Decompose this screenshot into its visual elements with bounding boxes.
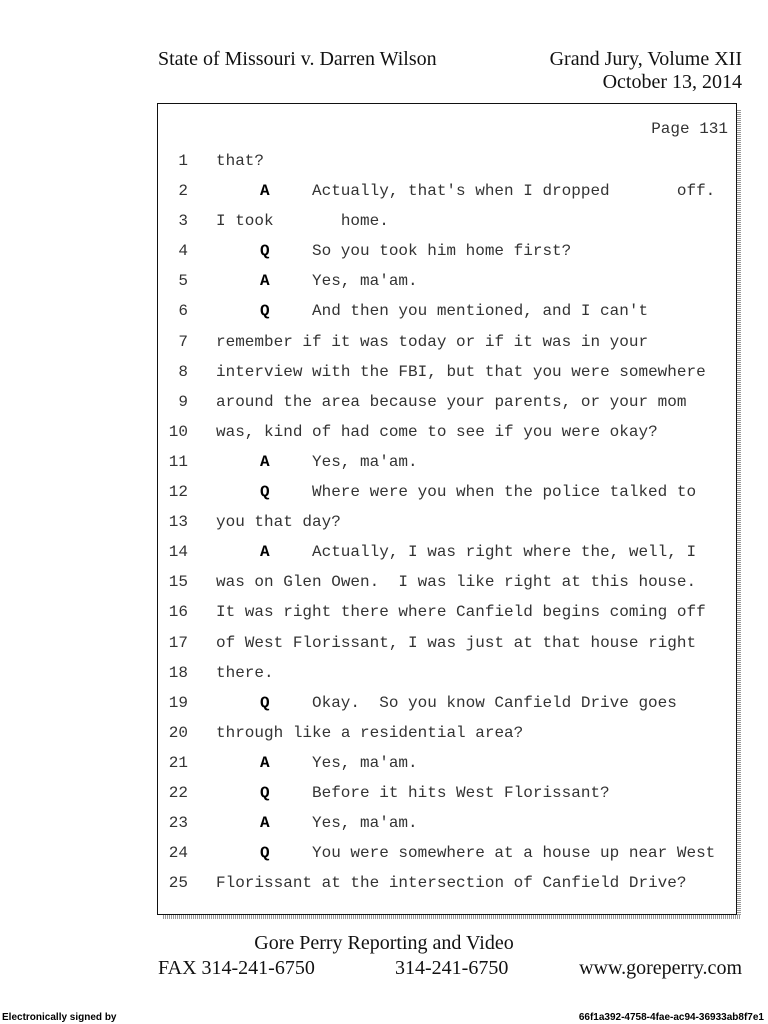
transcript-line [160,357,730,387]
line-text: was on Glen Owen. I was like right at this house. [216,573,697,592]
transcript-line [160,808,730,838]
line-text: that? [216,152,265,170]
line-number: 13 [168,513,188,532]
volume-and-date [550,48,742,94]
speaker-label: Q [260,844,270,863]
line-number: 1 [178,152,188,170]
transcript-line [160,477,730,507]
speaker-label: A [260,814,270,833]
speaker-label: Q [260,302,270,321]
website-link[interactable]: www.goreperry.com [579,957,742,979]
transcript-line [160,296,730,326]
line-text: Yes, ma'am. [312,753,418,772]
transcript-line [160,597,730,627]
line-number: 22 [168,783,188,802]
line-number: 6 [178,302,188,321]
frame-shadow-bottom [163,915,741,919]
signature-hash: 66f1a392-4758-4fae-ac94-36933ab8f7e1 [578,1012,764,1023]
line-number: 7 [178,332,188,351]
line-text: Yes, ma'am. [312,452,418,471]
speaker-label: A [260,182,270,201]
transcript-line [160,628,730,658]
transcript-line [160,387,730,417]
speaker-label: Q [260,483,270,502]
line-number: 14 [168,543,188,562]
line-text: was, kind of had come to see if you were okay? [216,422,658,441]
transcript-line [160,838,730,868]
line-number: 20 [168,723,188,742]
line-number: 25 [168,874,188,893]
line-text: of West Florissant, I was just at that house right [216,633,697,652]
line-number: 15 [168,573,188,592]
line-text: there. [216,663,274,682]
volume-label: Grand Jury, Volume XII [549,48,742,70]
transcript-line [160,236,730,266]
transcript-line [160,658,730,688]
line-text: remember if it was today or if it was in your [216,332,649,351]
transcript-line [160,748,730,778]
line-text: You were somewhere at a house up near West [312,844,716,863]
line-text: Before it hits West Florissant? [312,783,610,802]
speaker-label: Q [260,242,270,261]
transcript-line [160,266,730,296]
transcript-line [160,868,730,898]
speaker-label: A [260,272,270,291]
line-text: Yes, ma'am. [312,814,418,833]
line-number: 11 [168,452,188,471]
transcript-line [160,567,730,597]
line-text: through like a residential area? [216,723,524,742]
line-text: Actually, I was right where the, well, I [312,543,697,562]
speaker-label: A [260,452,270,471]
line-text: you that day? [216,513,341,532]
line-text: around the area because your parents, or your mom [216,392,687,411]
line-number: 18 [168,663,188,682]
line-number: 24 [168,844,188,863]
line-number: 16 [168,603,188,622]
transcript-lines [160,146,730,898]
line-number: 8 [178,362,188,381]
transcript-line [160,327,730,357]
line-number: 10 [168,422,188,441]
line-number: 17 [168,633,188,652]
signature-label: Electronically signed by [2,1012,117,1023]
transcript-line [160,718,730,748]
transcript-line [160,507,730,537]
line-number: 5 [178,272,188,291]
date-label: October 13, 2014 [602,71,742,93]
line-text: I took home. [216,212,389,231]
line-text: It was right there where Canfield begins coming off [216,603,706,622]
line-number: 23 [168,814,188,833]
transcript-line [160,176,730,206]
case-title: State of Missouri v. Darren Wilson [158,48,437,70]
speaker-label: A [260,543,270,562]
reporting-company: Gore Perry Reporting and Video [254,932,514,954]
transcript-line [160,447,730,477]
phone-number: 314-241-6750 [395,957,509,979]
line-text: Yes, ma'am. [312,272,418,291]
fax-number: FAX 314-241-6750 [158,957,315,979]
line-text: Where were you when the police talked to [312,483,697,502]
line-number: 12 [168,483,188,502]
line-text: Actually, that's when I dropped off. [312,182,716,201]
line-number: 4 [178,242,188,261]
transcript-line [160,778,730,808]
speaker-label: Q [260,693,270,712]
transcript-line [160,146,730,176]
speaker-label: Q [260,783,270,802]
page-number: Page 131 [651,120,728,138]
line-text: And then you mentioned, and I can't [312,302,649,321]
transcript-line [160,688,730,718]
line-text: Florissant at the intersection of Canfield Drive? [216,874,687,893]
line-number: 3 [178,212,188,231]
line-number: 9 [178,392,188,411]
line-number: 21 [168,753,188,772]
line-number: 19 [168,693,188,712]
transcript-line [160,537,730,567]
frame-shadow-right [737,109,741,919]
line-text: Okay. So you know Canfield Drive goes [312,693,677,712]
transcript-line [160,206,730,236]
speaker-label: A [260,753,270,772]
line-number: 2 [178,182,188,201]
line-text: So you took him home first? [312,242,572,261]
line-text: interview with the FBI, but that you were somewhere [216,362,706,381]
transcript-line [160,417,730,447]
